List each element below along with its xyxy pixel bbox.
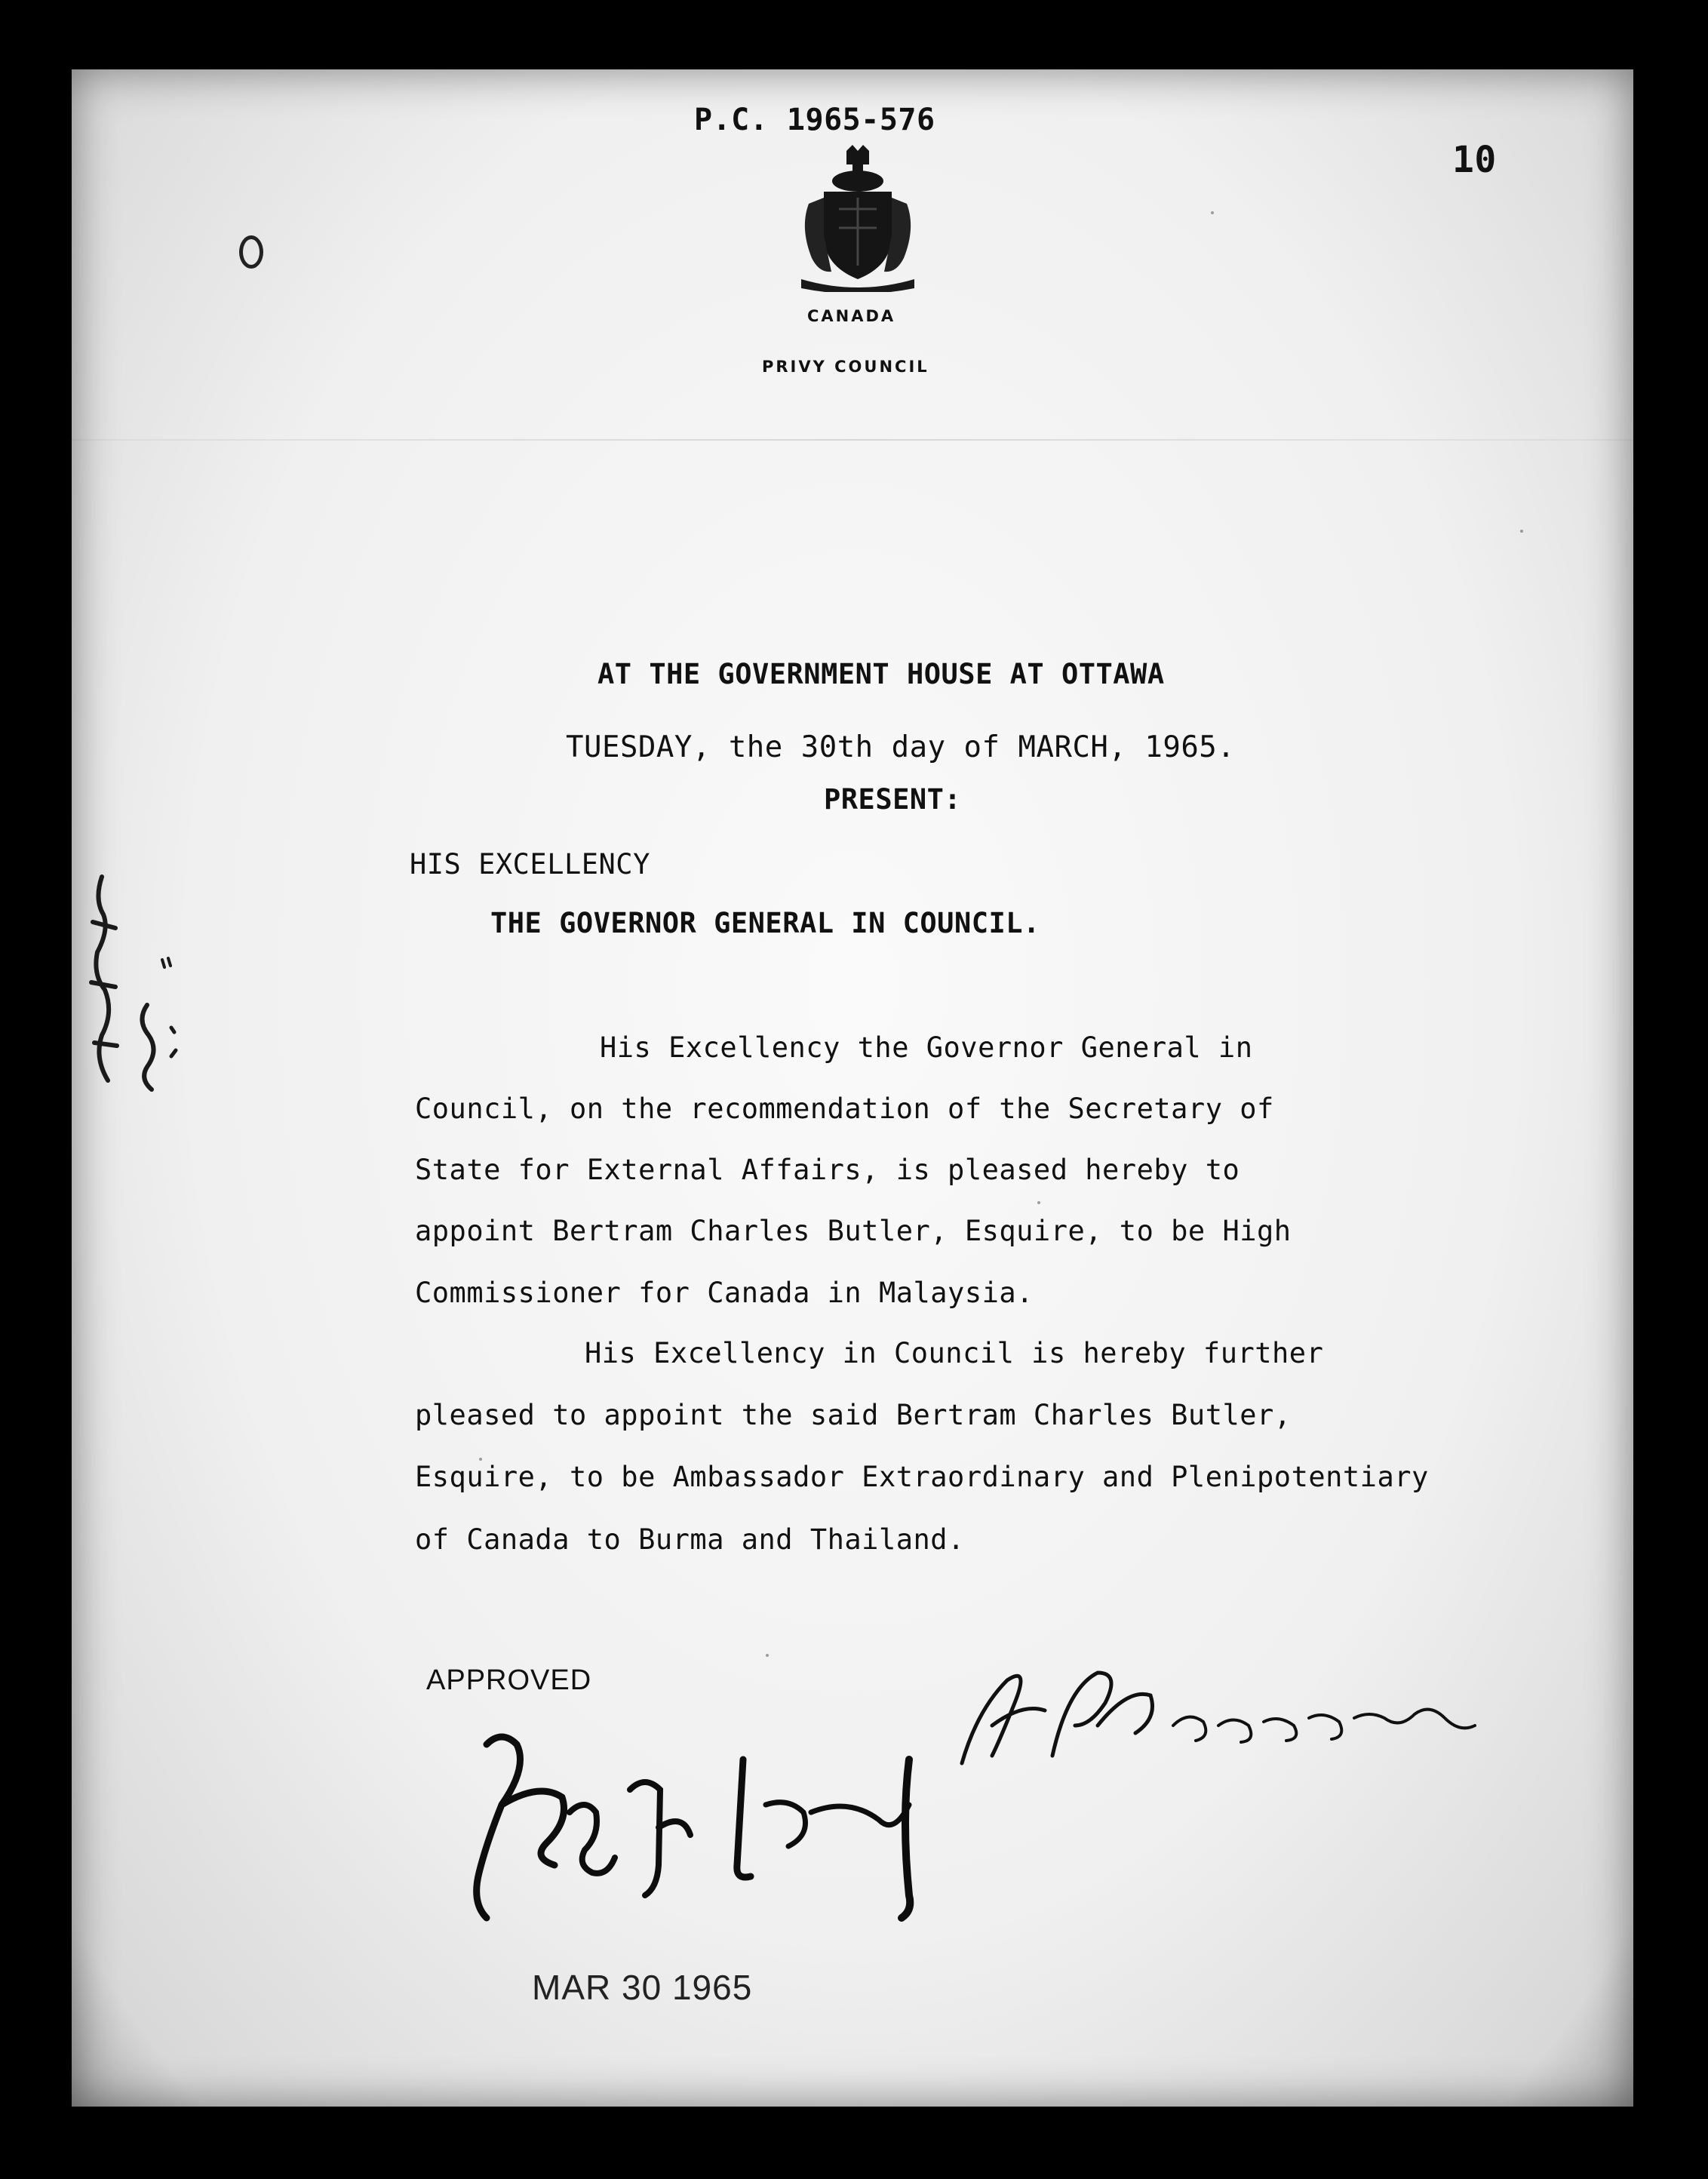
meeting-date: TUESDAY, the 30th day of MARCH, 1965. bbox=[566, 730, 1236, 764]
paragraph-1-line: State for External Affairs, is pleased hereby to bbox=[415, 1154, 1240, 1186]
attendance-line-2: THE GOVERNOR GENERAL IN COUNCIL. bbox=[490, 907, 1040, 939]
paragraph-2-line: His Excellency in Council is hereby further bbox=[585, 1337, 1324, 1369]
document-page bbox=[72, 69, 1633, 2107]
punch-hole-icon bbox=[239, 235, 263, 269]
handwritten-margin-note bbox=[87, 869, 200, 1111]
approval-date-stamp: MAR 30 1965 bbox=[532, 1968, 753, 2007]
coat-of-arms-icon bbox=[794, 145, 922, 292]
paper-speck bbox=[1211, 211, 1214, 214]
meeting-place: AT THE GOVERNMENT HOUSE AT OTTAWA bbox=[597, 658, 1165, 690]
paragraph-1-line: Commissioner for Canada in Malaysia. bbox=[415, 1277, 1034, 1309]
paragraph-2-line: pleased to appoint the said Bertram Charles Butler, bbox=[415, 1399, 1292, 1431]
paper-speck bbox=[1520, 530, 1523, 533]
paragraph-1-line: His Excellency the Governor General in bbox=[600, 1031, 1253, 1064]
paper-speck bbox=[766, 1654, 769, 1657]
prime-minister-signature bbox=[947, 1643, 1490, 1793]
order-number: P.C. 1965-576 bbox=[694, 103, 935, 137]
paragraph-2-line: of Canada to Burma and Thailand. bbox=[415, 1523, 965, 1556]
attendance-line-1: HIS EXCELLENCY bbox=[410, 848, 650, 881]
crest-caption: CANADA bbox=[807, 307, 896, 325]
fold-line bbox=[72, 439, 1633, 441]
paragraph-1-line: appoint Bertram Charles Butler, Esquire, to be High bbox=[415, 1215, 1292, 1247]
department-name: PRIVY COUNCIL bbox=[762, 358, 929, 376]
paragraph-1-line: Council, on the recommendation of the Secretary of bbox=[415, 1093, 1274, 1125]
page-number: 10 bbox=[1452, 139, 1497, 181]
paragraph-2-line: Esquire, to be Ambassador Extraordinary and Plenipotentiary bbox=[415, 1461, 1429, 1493]
approved-label: APPROVED bbox=[426, 1664, 592, 1696]
paper-speck bbox=[1037, 1201, 1040, 1204]
governor-signature bbox=[456, 1714, 939, 1941]
present-label: PRESENT: bbox=[824, 783, 962, 816]
